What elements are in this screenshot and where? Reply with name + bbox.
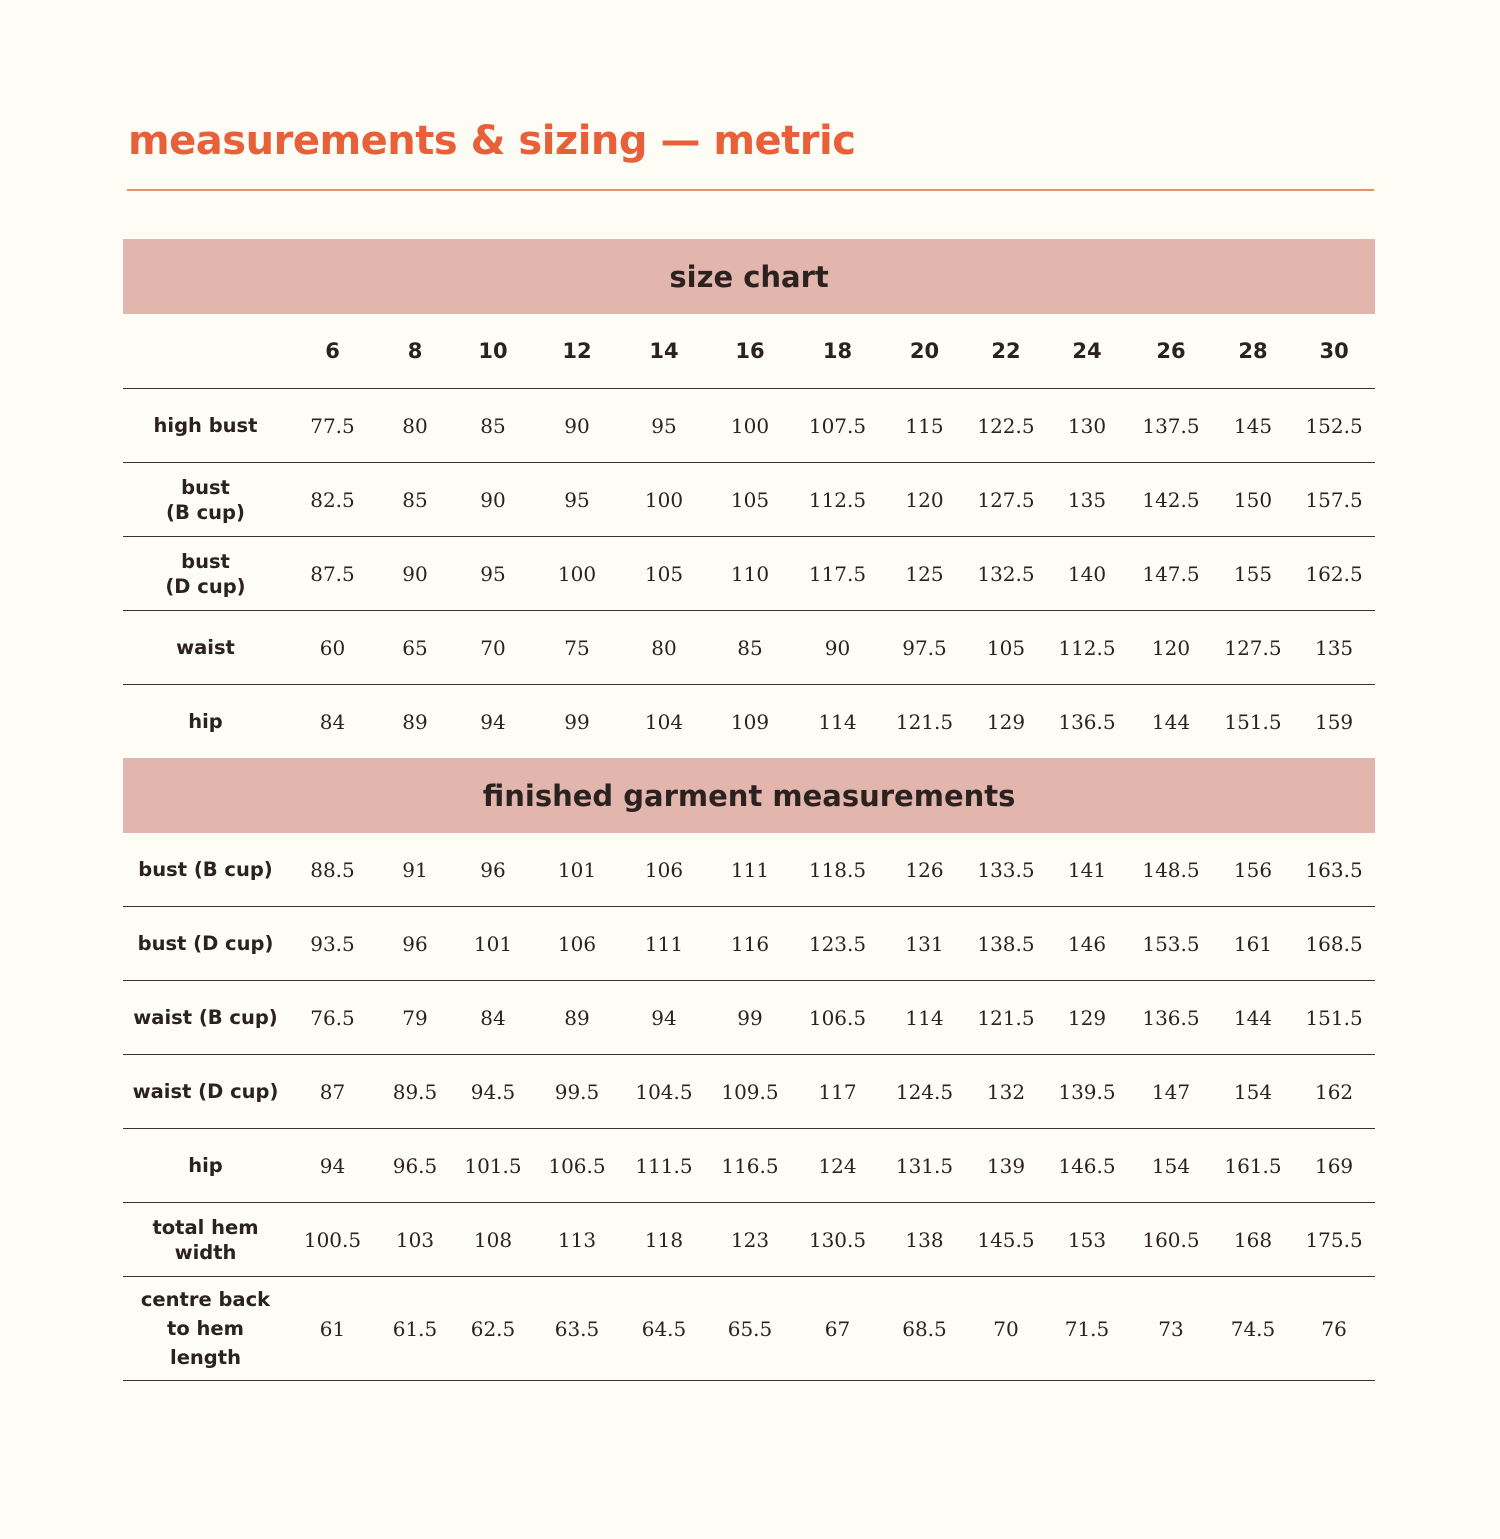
table-cell: 136.5	[1129, 981, 1213, 1055]
table-cell: 73	[1129, 1277, 1213, 1381]
size-chart-section	[123, 239, 1375, 389]
table-cell: 160.5	[1129, 1203, 1213, 1277]
size-header-26: 26	[1129, 314, 1213, 389]
table-cell: 105	[707, 463, 793, 537]
table-cell: 89	[533, 981, 621, 1055]
table-cell: 130.5	[793, 1203, 882, 1277]
row-label-line: waist (D cup)	[132, 1080, 279, 1103]
table-cell: 108	[453, 1203, 533, 1277]
table-cell: 137.5	[1129, 389, 1213, 463]
table-cell: 129	[1045, 981, 1129, 1055]
title-divider	[127, 189, 1374, 191]
table-cell: 135	[1045, 463, 1129, 537]
table-row	[123, 1129, 1375, 1203]
table-cell: 153	[1045, 1203, 1129, 1277]
row-label-line: high bust	[153, 414, 258, 437]
table-cell: 106	[621, 833, 707, 907]
table-cell: 141	[1045, 833, 1129, 907]
table-cell: 120	[882, 463, 967, 537]
table-cell: 117.5	[793, 537, 882, 611]
row-label	[123, 463, 288, 537]
table-cell: 87	[288, 1055, 377, 1129]
table-cell: 123	[707, 1203, 793, 1277]
size-header-16: 16	[707, 314, 793, 389]
size-header-20: 20	[882, 314, 967, 389]
table-cell: 65.5	[707, 1277, 793, 1381]
finished-garment-rows	[123, 833, 1375, 1381]
page-title: measurements & sizing — metric	[128, 118, 856, 164]
table-cell: 157.5	[1293, 463, 1375, 537]
table-cell: 145	[1213, 389, 1293, 463]
table-cell: 75	[533, 611, 621, 685]
table-cell: 126	[882, 833, 967, 907]
table-cell: 161.5	[1213, 1129, 1293, 1203]
table-cell: 105	[621, 537, 707, 611]
row-label-line: (B cup)	[166, 500, 245, 524]
table-cell: 116.5	[707, 1129, 793, 1203]
table-cell: 89.5	[377, 1055, 453, 1129]
table-cell: 94.5	[453, 1055, 533, 1129]
row-label-line: bust (D cup)	[137, 932, 274, 955]
table-cell: 147	[1129, 1055, 1213, 1129]
table-cell: 123.5	[793, 907, 882, 981]
table-cell: 79	[377, 981, 453, 1055]
row-label-line: hip	[188, 710, 223, 733]
table-cell: 146.5	[1045, 1129, 1129, 1203]
size-header-14: 14	[621, 314, 707, 389]
table-cell: 163.5	[1293, 833, 1375, 907]
table-cell: 95	[533, 463, 621, 537]
table-row	[123, 1203, 1375, 1277]
row-label-line: to hem	[167, 1317, 244, 1340]
row-label-line: bust (B cup)	[138, 858, 273, 881]
table-cell: 139.5	[1045, 1055, 1129, 1129]
table-cell: 95	[621, 389, 707, 463]
table-cell: 169	[1293, 1129, 1375, 1203]
table-cell: 96	[453, 833, 533, 907]
finished-garment-title: finished garment measurements	[123, 758, 1375, 833]
table-cell: 144	[1213, 981, 1293, 1055]
table-cell: 154	[1213, 1055, 1293, 1129]
table-cell: 124	[793, 1129, 882, 1203]
table-cell: 68.5	[882, 1277, 967, 1381]
table-cell: 121.5	[967, 981, 1045, 1055]
sizing-table	[123, 239, 1375, 1381]
table-cell: 84	[453, 981, 533, 1055]
table-cell: 96.5	[377, 1129, 453, 1203]
table-cell: 111.5	[621, 1129, 707, 1203]
table-cell: 122.5	[967, 389, 1045, 463]
table-cell: 135	[1293, 611, 1375, 685]
table-cell: 106.5	[533, 1129, 621, 1203]
row-label	[123, 611, 288, 685]
table-cell: 125	[882, 537, 967, 611]
table-row	[123, 611, 1375, 685]
table-cell: 144	[1151, 709, 1191, 734]
table-cell: 175.5	[1293, 1203, 1375, 1277]
table-cell: 90	[453, 463, 533, 537]
table-cell: 127.5	[1213, 611, 1293, 685]
row-label	[123, 537, 288, 611]
table-cell: 117	[793, 1055, 882, 1129]
row-label	[123, 907, 288, 981]
table-cell: 99.5	[533, 1055, 621, 1129]
table-cell: 96	[377, 907, 453, 981]
table-cell: 162	[1293, 1055, 1375, 1129]
size-header-10: 10	[453, 314, 533, 389]
row-label-line: bust	[181, 475, 230, 499]
table-cell: 101.5	[453, 1129, 533, 1203]
table-cell: 154	[1129, 1129, 1213, 1203]
size-header-28: 28	[1213, 314, 1293, 389]
table-cell: 111	[707, 833, 793, 907]
table-cell: 156	[1213, 833, 1293, 907]
table-cell: 76	[1293, 1277, 1375, 1381]
size-header-22: 22	[967, 314, 1045, 389]
row-label-line: waist (B cup)	[133, 1006, 278, 1029]
table-cell: 105	[967, 611, 1045, 685]
table-cell: 162.5	[1293, 537, 1375, 611]
table-cell: 61.5	[377, 1277, 453, 1381]
table-cell: 121.5	[895, 709, 954, 734]
table-cell: 151.5	[1293, 981, 1375, 1055]
table-row	[123, 685, 1375, 759]
table-cell: 77.5	[288, 389, 377, 463]
table-cell: 65	[377, 611, 453, 685]
table-cell: 85	[377, 463, 453, 537]
table-cell: 114	[818, 709, 857, 734]
table-cell: 100.5	[288, 1203, 377, 1277]
table-cell: 153.5	[1129, 907, 1213, 981]
table-cell: 70	[967, 1277, 1045, 1381]
table-cell: 127.5	[967, 463, 1045, 537]
table-cell: 112.5	[793, 463, 882, 537]
table-cell: 106.5	[793, 981, 882, 1055]
size-header-8: 8	[377, 314, 453, 389]
table-row	[123, 389, 1375, 463]
table-cell: 115	[882, 389, 967, 463]
row-label-line: total hem	[152, 1215, 259, 1239]
table-cell: 88.5	[288, 833, 377, 907]
table-cell: 71.5	[1045, 1277, 1129, 1381]
size-header-6: 6	[288, 314, 377, 389]
row-label	[123, 1129, 288, 1203]
table-row	[123, 981, 1375, 1055]
table-cell: 67	[793, 1277, 882, 1381]
table-cell: 142.5	[1129, 463, 1213, 537]
table-cell: 138	[882, 1203, 967, 1277]
finished-garment-section	[123, 758, 1375, 833]
table-cell: 131	[882, 907, 967, 981]
table-cell: 84	[319, 709, 346, 734]
table-cell: 139	[967, 1129, 1045, 1203]
row-label	[123, 981, 288, 1055]
table-cell: 159	[1314, 709, 1354, 734]
table-cell: 113	[533, 1203, 621, 1277]
table-cell: 131.5	[882, 1129, 967, 1203]
table-cell: 138.5	[967, 907, 1045, 981]
table-cell: 93.5	[288, 907, 377, 981]
table-cell: 106	[533, 907, 621, 981]
table-cell: 148.5	[1129, 833, 1213, 907]
table-cell: 95	[453, 537, 533, 611]
table-cell: 104.5	[621, 1055, 707, 1129]
row-label-line: centre back	[140, 1288, 271, 1311]
table-row	[123, 1277, 1375, 1381]
table-row	[123, 463, 1375, 537]
table-cell: 114	[882, 981, 967, 1055]
table-cell: 97.5	[882, 611, 967, 685]
table-cell: 107.5	[793, 389, 882, 463]
table-cell: 101	[533, 833, 621, 907]
row-label-line: length	[170, 1346, 241, 1369]
table-cell: 111	[621, 907, 707, 981]
table-cell: 100	[707, 389, 793, 463]
row-label	[123, 1055, 288, 1129]
table-row	[123, 833, 1375, 907]
table-cell: 150	[1213, 463, 1293, 537]
table-cell: 99	[564, 709, 590, 734]
table-cell: 124.5	[882, 1055, 967, 1129]
table-cell: 151.5	[1224, 709, 1282, 734]
table-cell: 90	[793, 611, 882, 685]
table-cell: 76.5	[288, 981, 377, 1055]
table-cell: 130	[1045, 389, 1129, 463]
table-cell: 62.5	[453, 1277, 533, 1381]
table-cell: 87.5	[288, 537, 377, 611]
table-cell: 116	[707, 907, 793, 981]
table-cell: 82.5	[288, 463, 377, 537]
table-cell: 161	[1213, 907, 1293, 981]
table-cell: 100	[533, 537, 621, 611]
table-cell: 140	[1045, 537, 1129, 611]
table-cell: 85	[453, 389, 533, 463]
table-row	[123, 1055, 1375, 1129]
table-cell: 91	[377, 833, 453, 907]
table-cell: 155	[1213, 537, 1293, 611]
table-cell: 168	[1213, 1203, 1293, 1277]
table-cell: 120	[1129, 611, 1213, 685]
table-row	[123, 537, 1375, 611]
table-cell: 99	[707, 981, 793, 1055]
table-cell: 94	[288, 1129, 377, 1203]
row-label	[123, 389, 288, 463]
size-chart-band	[123, 239, 1375, 314]
table-cell: 80	[377, 389, 453, 463]
table-cell: 145.5	[967, 1203, 1045, 1277]
table-cell: 133.5	[967, 833, 1045, 907]
row-label	[123, 1203, 288, 1277]
size-header-30: 30	[1293, 314, 1375, 389]
size-header-corner	[123, 314, 288, 389]
table-cell: 146	[1045, 907, 1129, 981]
row-label	[123, 833, 288, 907]
table-cell: 103	[377, 1203, 453, 1277]
table-cell: 60	[288, 611, 377, 685]
table-cell: 101	[453, 907, 533, 981]
table-cell: 132	[967, 1055, 1045, 1129]
table-cell: 147.5	[1129, 537, 1213, 611]
table-cell: 118.5	[793, 833, 882, 907]
table-cell: 94	[621, 981, 707, 1055]
table-cell: 89	[402, 709, 428, 734]
table-cell: 90	[377, 537, 453, 611]
row-label-line: width	[174, 1240, 237, 1264]
table-cell: 94	[480, 709, 506, 734]
size-header-24: 24	[1045, 314, 1129, 389]
table-cell: 61	[288, 1277, 377, 1381]
row-label-line: bust	[181, 549, 230, 573]
table-cell: 112.5	[1045, 611, 1129, 685]
table-row	[123, 907, 1375, 981]
row-label	[123, 685, 288, 759]
table-cell: 74.5	[1213, 1277, 1293, 1381]
table-cell: 109	[730, 709, 770, 734]
table-cell: 64.5	[621, 1277, 707, 1381]
table-cell: 110	[707, 537, 793, 611]
table-cell: 80	[621, 611, 707, 685]
size-header-row	[123, 314, 1375, 389]
table-cell: 85	[707, 611, 793, 685]
size-header-12: 12	[533, 314, 621, 389]
size-chart-rows	[123, 389, 1375, 759]
table-cell: 118	[621, 1203, 707, 1277]
row-label-line: hip	[188, 1154, 223, 1177]
table-cell: 168.5	[1293, 907, 1375, 981]
table-cell: 104	[644, 709, 684, 734]
table-cell: 70	[453, 611, 533, 685]
row-label-line: waist	[176, 636, 235, 659]
finished-garment-band	[123, 758, 1375, 833]
table-cell: 63.5	[533, 1277, 621, 1381]
table-cell: 90	[533, 389, 621, 463]
table-cell: 136.5	[1058, 709, 1116, 734]
table-cell: 129	[986, 709, 1026, 734]
row-label	[123, 1277, 288, 1381]
table-cell: 132.5	[967, 537, 1045, 611]
size-chart-title: size chart	[123, 239, 1375, 314]
table-cell: 152.5	[1293, 389, 1375, 463]
size-header-18: 18	[793, 314, 882, 389]
table-cell: 100	[621, 463, 707, 537]
table-cell: 109.5	[707, 1055, 793, 1129]
row-label-line: (D cup)	[165, 574, 246, 598]
